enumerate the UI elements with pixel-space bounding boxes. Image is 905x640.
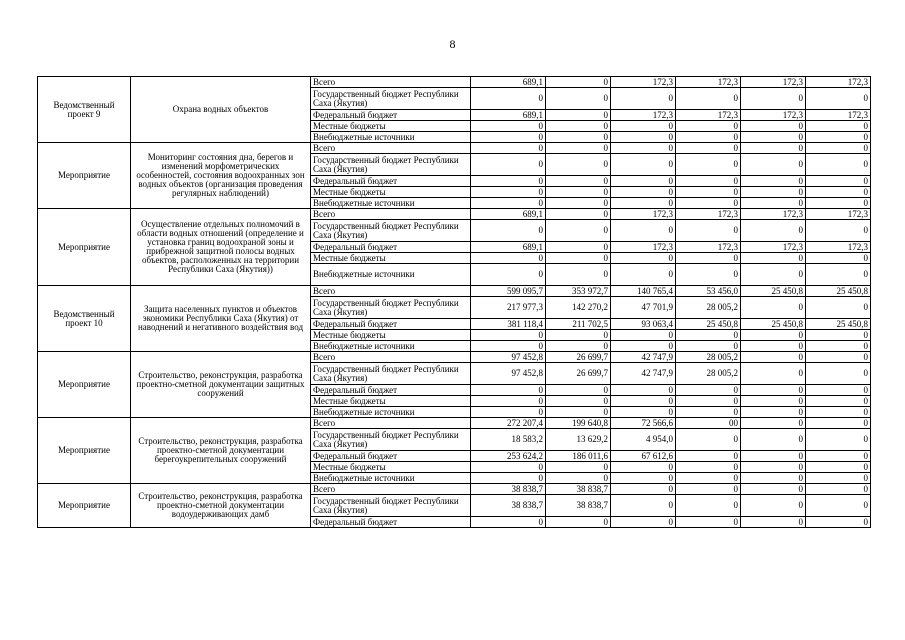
amount-cell: 0	[741, 341, 806, 352]
amount-cell: 0	[806, 352, 871, 363]
amount-cell: 253 624,2	[471, 451, 546, 462]
amount-cell: 0	[546, 462, 611, 473]
amount-cell: 0	[741, 121, 806, 132]
amount-cell: 0	[806, 176, 871, 187]
amount-cell: 0	[611, 121, 676, 132]
amount-cell: 0	[676, 429, 741, 451]
funding-source: Федеральный бюджет	[311, 451, 471, 462]
amount-cell: 0	[611, 220, 676, 242]
amount-cell: 381 118,4	[471, 319, 546, 330]
amount-cell: 0	[806, 132, 871, 143]
amount-cell: 0	[471, 220, 546, 242]
amount-cell: 0	[741, 187, 806, 198]
amount-cell: 38 838,7	[546, 495, 611, 517]
amount-cell: 0	[471, 517, 546, 528]
amount-cell: 0	[676, 396, 741, 407]
amount-cell: 172,3	[611, 110, 676, 121]
amount-cell: 0	[611, 330, 676, 341]
amount-cell: 0	[546, 77, 611, 88]
amount-cell: 0	[806, 154, 871, 176]
section-title: Строительство, реконструкция, разработка проектно-сметной документации водоудерживающих дамб	[131, 484, 311, 528]
funding-source: Внебюджетные источники	[311, 473, 471, 484]
amount-cell: 172,3	[611, 209, 676, 220]
amount-cell: 0	[546, 385, 611, 396]
amount-cell: 0	[741, 495, 806, 517]
amount-cell: 72 566,6	[611, 418, 676, 429]
amount-cell: 0	[806, 484, 871, 495]
amount-cell: 0	[611, 484, 676, 495]
amount-cell: 0	[611, 88, 676, 110]
amount-cell: 0	[806, 330, 871, 341]
amount-cell: 0	[741, 451, 806, 462]
amount-cell: 0	[611, 176, 676, 187]
section-kind: Ведомственный проект 10	[38, 286, 131, 352]
amount-cell: 0	[806, 253, 871, 264]
amount-cell: 0	[806, 396, 871, 407]
table-row	[38, 143, 871, 154]
amount-cell: 0	[676, 88, 741, 110]
amount-cell: 0	[741, 264, 806, 286]
amount-cell: 0	[676, 495, 741, 517]
amount-cell: 0	[741, 363, 806, 385]
amount-cell: 172,3	[741, 110, 806, 121]
amount-cell: 0	[806, 429, 871, 451]
section-kind: Мероприятие	[38, 484, 131, 528]
amount-cell: 0	[806, 473, 871, 484]
funding-source: Государственный бюджет Республики Саха (Якутия)	[311, 220, 471, 242]
funding-source: Местные бюджеты	[311, 187, 471, 198]
amount-cell: 0	[806, 451, 871, 462]
section-title: Защита населенных пунктов и объектов экономики Республики Саха (Якутия) от наводнений и негативного воздействия вод	[131, 286, 311, 352]
amount-cell: 172,3	[806, 209, 871, 220]
funding-source: Всего	[311, 352, 471, 363]
amount-cell: 25 450,8	[806, 319, 871, 330]
amount-cell: 0	[471, 154, 546, 176]
amount-cell: 0	[676, 187, 741, 198]
amount-cell: 0	[471, 264, 546, 286]
amount-cell: 0	[546, 209, 611, 220]
amount-cell: 0	[741, 418, 806, 429]
funding-source: Государственный бюджет Республики Саха (Якутия)	[311, 154, 471, 176]
amount-cell: 0	[471, 473, 546, 484]
amount-cell: 0	[741, 429, 806, 451]
funding-source: Местные бюджеты	[311, 462, 471, 473]
amount-cell: 13 629,2	[546, 429, 611, 451]
amount-cell: 0	[546, 121, 611, 132]
section-title: Строительство, реконструкция, разработка проектно-сметной документации берегоукрепительных сооружений	[131, 418, 311, 484]
amount-cell: 0	[806, 517, 871, 528]
amount-cell: 25 450,8	[806, 286, 871, 297]
amount-cell: 0	[471, 385, 546, 396]
amount-cell: 0	[806, 187, 871, 198]
amount-cell: 0	[676, 407, 741, 418]
amount-cell: 0	[611, 517, 676, 528]
amount-cell: 142 270,2	[546, 297, 611, 319]
amount-cell: 0	[676, 132, 741, 143]
amount-cell: 172,3	[741, 209, 806, 220]
amount-cell: 172,3	[611, 242, 676, 253]
amount-cell: 0	[741, 352, 806, 363]
amount-cell: 0	[676, 264, 741, 286]
amount-cell: 0	[611, 253, 676, 264]
amount-cell: 97 452,8	[471, 363, 546, 385]
funding-source: Федеральный бюджет	[311, 385, 471, 396]
amount-cell: 0	[741, 462, 806, 473]
amount-cell: 0	[471, 396, 546, 407]
section-kind: Мероприятие	[38, 209, 131, 286]
funding-source: Всего	[311, 209, 471, 220]
amount-cell: 172,3	[741, 242, 806, 253]
budget-table	[37, 76, 871, 528]
section-title: Охрана водных объектов	[131, 77, 311, 143]
amount-cell: 0	[741, 473, 806, 484]
amount-cell: 0	[676, 330, 741, 341]
amount-cell: 0	[806, 385, 871, 396]
amount-cell: 0	[806, 462, 871, 473]
amount-cell: 26 699,7	[546, 363, 611, 385]
funding-source: Федеральный бюджет	[311, 110, 471, 121]
funding-source: Местные бюджеты	[311, 253, 471, 264]
amount-cell: 0	[611, 154, 676, 176]
amount-cell: 172,3	[806, 77, 871, 88]
amount-cell: 353 972,7	[546, 286, 611, 297]
amount-cell: 689,1	[471, 242, 546, 253]
amount-cell: 0	[471, 330, 546, 341]
amount-cell: 0	[676, 517, 741, 528]
amount-cell: 0	[546, 198, 611, 209]
amount-cell: 28 005,2	[676, 363, 741, 385]
amount-cell: 0	[741, 407, 806, 418]
amount-cell: 0	[741, 517, 806, 528]
funding-source: Всего	[311, 143, 471, 154]
funding-source: Федеральный бюджет	[311, 176, 471, 187]
amount-cell: 0	[676, 451, 741, 462]
amount-cell: 172,3	[676, 77, 741, 88]
amount-cell: 0	[611, 187, 676, 198]
amount-cell: 186 011,6	[546, 451, 611, 462]
amount-cell: 0	[806, 143, 871, 154]
amount-cell: 0	[546, 330, 611, 341]
amount-cell: 0	[806, 363, 871, 385]
funding-source: Внебюджетные источники	[311, 341, 471, 352]
amount-cell: 0	[546, 143, 611, 154]
funding-source: Всего	[311, 77, 471, 88]
amount-cell: 272 207,4	[471, 418, 546, 429]
amount-cell: 0	[546, 154, 611, 176]
funding-source: Местные бюджеты	[311, 121, 471, 132]
amount-cell: 599 095,7	[471, 286, 546, 297]
amount-cell: 0	[471, 121, 546, 132]
amount-cell: 0	[471, 187, 546, 198]
table-row	[38, 209, 871, 220]
section-kind: Ведомственный проект 9	[38, 77, 131, 143]
funding-source: Местные бюджеты	[311, 330, 471, 341]
amount-cell: 42 747,9	[611, 352, 676, 363]
amount-cell: 0	[546, 407, 611, 418]
table-row	[38, 77, 871, 88]
amount-cell: 172,3	[676, 209, 741, 220]
amount-cell: 0	[611, 385, 676, 396]
funding-source: Государственный бюджет Республики Саха (Якутия)	[311, 429, 471, 451]
amount-cell: 0	[546, 88, 611, 110]
amount-cell: 0	[676, 143, 741, 154]
amount-cell: 47 701,9	[611, 297, 676, 319]
amount-cell: 0	[676, 385, 741, 396]
amount-cell: 0	[676, 462, 741, 473]
amount-cell: 0	[806, 407, 871, 418]
amount-cell: 28 005,2	[676, 352, 741, 363]
amount-cell: 0	[471, 132, 546, 143]
amount-cell: 0	[546, 517, 611, 528]
amount-cell: 38 838,7	[471, 484, 546, 495]
amount-cell: 0	[471, 176, 546, 187]
amount-cell: 0	[611, 462, 676, 473]
amount-cell: 172,3	[806, 110, 871, 121]
amount-cell: 0	[741, 385, 806, 396]
amount-cell: 0	[676, 176, 741, 187]
amount-cell: 97 452,8	[471, 352, 546, 363]
amount-cell: 0	[611, 132, 676, 143]
table-row	[38, 484, 871, 495]
amount-cell: 0	[611, 495, 676, 517]
amount-cell: 0	[611, 143, 676, 154]
section-kind: Мероприятие	[38, 143, 131, 209]
amount-cell: 0	[741, 330, 806, 341]
amount-cell: 211 702,5	[546, 319, 611, 330]
amount-cell: 42 747,9	[611, 363, 676, 385]
amount-cell: 28 005,2	[676, 297, 741, 319]
amount-cell: 0	[741, 220, 806, 242]
amount-cell: 0	[471, 143, 546, 154]
funding-source: Федеральный бюджет	[311, 517, 471, 528]
amount-cell: 0	[806, 264, 871, 286]
amount-cell: 0	[676, 198, 741, 209]
amount-cell: 26 699,7	[546, 352, 611, 363]
amount-cell: 0	[546, 132, 611, 143]
amount-cell: 0	[676, 253, 741, 264]
amount-cell: 217 977,3	[471, 297, 546, 319]
amount-cell: 0	[546, 473, 611, 484]
amount-cell: 0	[676, 473, 741, 484]
section-kind: Мероприятие	[38, 352, 131, 418]
amount-cell: 0	[546, 242, 611, 253]
amount-cell: 00	[676, 418, 741, 429]
amount-cell: 0	[806, 341, 871, 352]
amount-cell: 0	[611, 341, 676, 352]
amount-cell: 0	[741, 396, 806, 407]
amount-cell: 0	[676, 220, 741, 242]
amount-cell: 38 838,7	[546, 484, 611, 495]
amount-cell: 0	[676, 121, 741, 132]
amount-cell: 53 456,0	[676, 286, 741, 297]
amount-cell: 0	[546, 341, 611, 352]
table-row	[38, 286, 871, 297]
amount-cell: 18 583,2	[471, 429, 546, 451]
amount-cell: 0	[806, 121, 871, 132]
section-title: Строительство, реконструкция, разработка проектно-сметной документации защитных сооружений	[131, 352, 311, 418]
amount-cell: 0	[741, 198, 806, 209]
amount-cell: 0	[546, 220, 611, 242]
amount-cell: 689,1	[471, 77, 546, 88]
amount-cell: 25 450,8	[676, 319, 741, 330]
amount-cell: 0	[806, 220, 871, 242]
amount-cell: 25 450,8	[741, 319, 806, 330]
funding-source: Государственный бюджет Республики Саха (Якутия)	[311, 495, 471, 517]
amount-cell: 0	[611, 396, 676, 407]
funding-source: Внебюджетные источники	[311, 198, 471, 209]
amount-cell: 0	[741, 143, 806, 154]
amount-cell: 0	[676, 341, 741, 352]
amount-cell: 0	[546, 176, 611, 187]
amount-cell: 0	[741, 253, 806, 264]
amount-cell: 0	[471, 341, 546, 352]
amount-cell: 0	[546, 110, 611, 121]
amount-cell: 0	[741, 88, 806, 110]
amount-cell: 0	[741, 484, 806, 495]
funding-source: Внебюджетные источники	[311, 264, 471, 286]
funding-source: Федеральный бюджет	[311, 319, 471, 330]
amount-cell: 0	[546, 264, 611, 286]
amount-cell: 172,3	[676, 110, 741, 121]
amount-cell: 0	[741, 154, 806, 176]
funding-source: Всего	[311, 286, 471, 297]
amount-cell: 0	[546, 187, 611, 198]
section-title: Мониторинг состояния дна, берегов и изменений морфометрических особенностей, состояния водоохранных зон водных объектов (организация проведения регулярных наблюдений)	[131, 143, 311, 209]
amount-cell: 0	[471, 253, 546, 264]
amount-cell: 25 450,8	[741, 286, 806, 297]
amount-cell: 689,1	[471, 209, 546, 220]
funding-source: Внебюджетные источники	[311, 407, 471, 418]
funding-source: Всего	[311, 418, 471, 429]
amount-cell: 4 954,0	[611, 429, 676, 451]
funding-source: Внебюджетные источники	[311, 132, 471, 143]
amount-cell: 38 838,7	[471, 495, 546, 517]
amount-cell: 93 063,4	[611, 319, 676, 330]
amount-cell: 0	[741, 132, 806, 143]
amount-cell: 172,3	[676, 242, 741, 253]
amount-cell: 0	[806, 198, 871, 209]
amount-cell: 172,3	[611, 77, 676, 88]
amount-cell: 0	[471, 88, 546, 110]
amount-cell: 0	[471, 198, 546, 209]
funding-source: Федеральный бюджет	[311, 242, 471, 253]
amount-cell: 0	[806, 297, 871, 319]
section-kind: Мероприятие	[38, 418, 131, 484]
amount-cell: 0	[611, 407, 676, 418]
funding-source: Государственный бюджет Республики Саха (Якутия)	[311, 88, 471, 110]
amount-cell: 0	[806, 495, 871, 517]
page-number: 8	[449, 37, 456, 51]
amount-cell: 172,3	[806, 242, 871, 253]
amount-cell: 0	[741, 297, 806, 319]
amount-cell: 0	[546, 396, 611, 407]
funding-source: Государственный бюджет Республики Саха (Якутия)	[311, 297, 471, 319]
amount-cell: 0	[806, 88, 871, 110]
amount-cell: 0	[546, 253, 611, 264]
section-title: Осуществление отдельных полномочий в области водных отношений (определение и установка границ водоохраной зоны и прибрежной защитной полосы водных объектов, расположенных на территории Республики Саха (Якутия))	[131, 209, 311, 286]
amount-cell: 0	[676, 484, 741, 495]
amount-cell: 140 765,4	[611, 286, 676, 297]
amount-cell: 0	[611, 264, 676, 286]
amount-cell: 172,3	[741, 77, 806, 88]
amount-cell: 0	[611, 473, 676, 484]
amount-cell: 199 640,8	[546, 418, 611, 429]
funding-source: Местные бюджеты	[311, 396, 471, 407]
amount-cell: 0	[676, 154, 741, 176]
amount-cell: 0	[471, 462, 546, 473]
table-row	[38, 352, 871, 363]
amount-cell: 0	[611, 198, 676, 209]
amount-cell: 0	[741, 176, 806, 187]
amount-cell: 689,1	[471, 110, 546, 121]
funding-source: Государственный бюджет Республики Саха (Якутия)	[311, 363, 471, 385]
amount-cell: 0	[471, 407, 546, 418]
amount-cell: 67 612,6	[611, 451, 676, 462]
table-row	[38, 418, 871, 429]
funding-source: Всего	[311, 484, 471, 495]
amount-cell: 0	[806, 418, 871, 429]
